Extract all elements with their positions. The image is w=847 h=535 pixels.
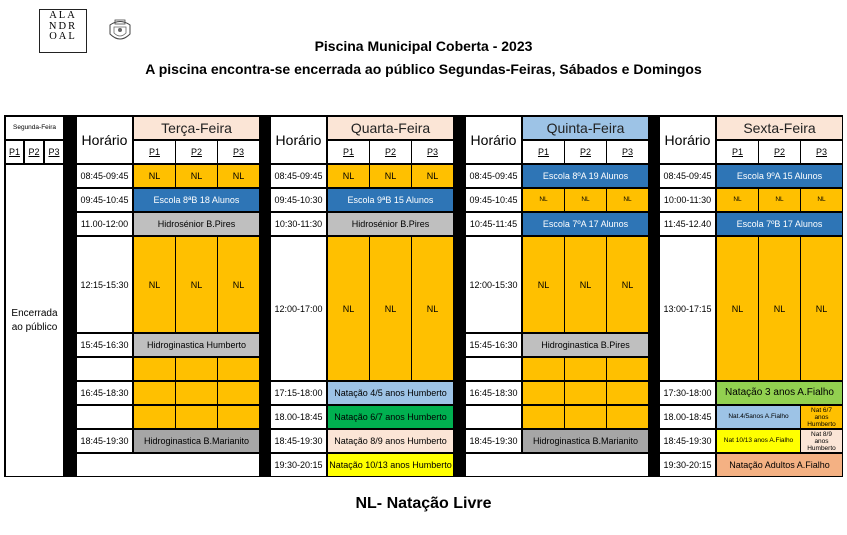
thursday-p2: P2 bbox=[565, 141, 606, 163]
friday-p2: P2 bbox=[759, 141, 800, 163]
tuesday-activity-school: Escola 8ªB 18 Alunos bbox=[134, 189, 259, 211]
thursday-orange-cell bbox=[565, 382, 606, 404]
wednesday-activity-natacao-8-9: Natação 8/9 anos Humberto bbox=[328, 430, 453, 452]
thursday-time-7: 18:45-19:30 bbox=[466, 430, 521, 452]
tuesday-time-5: 15:45-16:30 bbox=[77, 334, 132, 356]
tuesday-activity-hidroginastica-marianito: Hidroginastica B.Marianito bbox=[134, 430, 259, 452]
tuesday-orange-cell bbox=[134, 358, 175, 380]
wednesday-nl-p3: NL bbox=[412, 165, 453, 187]
tuesday-time-3: 11.00-12:00 bbox=[77, 213, 132, 235]
thursday-empty-slot bbox=[466, 358, 521, 380]
friday-nl-p3: NL bbox=[801, 189, 842, 211]
friday-time-3: 11:45-12.40 bbox=[660, 213, 715, 235]
thursday-empty-slot bbox=[466, 454, 648, 476]
wednesday-nl-p2: NL bbox=[370, 237, 411, 380]
friday-activity-nat-4-5: Nat.4/5anos A.Fialho bbox=[717, 406, 800, 428]
tuesday-activity-hidroginastica: Hidroginastica Humberto bbox=[134, 334, 259, 356]
legend-footer: NL- Natação Livre bbox=[355, 495, 492, 512]
tuesday-nl-p1: NL bbox=[134, 165, 175, 187]
thursday-nl-p2: NL bbox=[565, 189, 606, 211]
wednesday-activity-natacao-10-13: Natação 10/13 anos Humberto bbox=[328, 454, 453, 476]
tuesday-nl-p2: NL bbox=[176, 165, 217, 187]
thursday-orange-cell bbox=[523, 406, 564, 428]
logo-line: ALA bbox=[49, 10, 77, 21]
thursday-orange-cell bbox=[607, 358, 648, 380]
wednesday-time-3: 10:30-11:30 bbox=[271, 213, 326, 235]
tuesday-p1: P1 bbox=[134, 141, 175, 163]
wednesday-time-7: 18:45-19:30 bbox=[271, 430, 326, 452]
wednesday-activity-school: Escola 9ªB 15 Alunos bbox=[328, 189, 453, 211]
tuesday-empty-slot bbox=[77, 454, 259, 476]
tuesday-nl-p3: NL bbox=[218, 237, 259, 332]
friday-time-1: 08:45-09:45 bbox=[660, 165, 715, 187]
tuesday-orange-cell bbox=[176, 406, 217, 428]
page-title: Piscina Municipal Coberta - 2023 bbox=[314, 38, 533, 54]
logo-line: OAL bbox=[49, 31, 77, 42]
friday-header: Sexta-Feira bbox=[717, 117, 842, 139]
thursday-time-6: 16:45-18:30 bbox=[466, 382, 521, 404]
tuesday-orange-cell bbox=[176, 382, 217, 404]
tuesday-time-2: 09:45-10:45 bbox=[77, 189, 132, 211]
logo-line: NDR bbox=[48, 20, 78, 32]
thursday-p1: P1 bbox=[523, 141, 564, 163]
wednesday-p1: P1 bbox=[328, 141, 369, 163]
thursday-horario: Horário bbox=[466, 117, 521, 163]
wednesday-header: Quarta-Feira bbox=[328, 117, 453, 139]
tuesday-empty-slot bbox=[77, 358, 132, 380]
tuesday-orange-cell bbox=[134, 382, 175, 404]
thursday-orange-cell bbox=[565, 358, 606, 380]
monday-p3: P3 bbox=[45, 141, 63, 163]
thursday-orange-cell bbox=[565, 406, 606, 428]
thursday-nl-p1: NL bbox=[523, 189, 564, 211]
wednesday-p3: P3 bbox=[412, 141, 453, 163]
wednesday-time-4: 12:00-17:00 bbox=[271, 237, 326, 380]
thursday-time-1: 08:45-09:45 bbox=[466, 165, 521, 187]
thursday-orange-cell bbox=[607, 382, 648, 404]
wednesday-nl-p1: NL bbox=[328, 237, 369, 380]
friday-time-2: 10:00-11:30 bbox=[660, 189, 715, 211]
page-subtitle: A piscina encontra-se encerrada ao público Segundas-Feiras, Sábados e Domingos bbox=[145, 61, 702, 77]
friday-time-6: 18.00-18:45 bbox=[660, 406, 715, 428]
tuesday-time-4: 12:15-15:30 bbox=[77, 237, 132, 332]
tuesday-nl-p1: NL bbox=[134, 237, 175, 332]
friday-p3: P3 bbox=[801, 141, 842, 163]
wednesday-activity-natacao-4-5: Natação 4/5 anos Humberto bbox=[328, 382, 453, 404]
wednesday-nl-p2: NL bbox=[370, 165, 411, 187]
thursday-time-2: 09:45-10:45 bbox=[466, 189, 521, 211]
friday-time-4: 13:00-17:15 bbox=[660, 237, 715, 380]
thursday-activity-hidroginastica-marianito: Hidroginastica B.Marianito bbox=[523, 430, 648, 452]
wednesday-activity-natacao-6-7: Natação 6/7 anos Humberto bbox=[328, 406, 453, 428]
wednesday-time-8: 19:30-20:15 bbox=[271, 454, 326, 476]
tuesday-p2: P2 bbox=[176, 141, 217, 163]
tuesday-time-6: 16:45-18:30 bbox=[77, 382, 132, 404]
friday-activity-natacao-adultos: Natação Adultos A.Fialho bbox=[717, 454, 842, 476]
wednesday-nl-p3: NL bbox=[412, 237, 453, 380]
thursday-activity-school-8a: Escola 8ºA 19 Alunos bbox=[523, 165, 648, 187]
monday-header: Segunda-Feira bbox=[6, 117, 63, 139]
friday-activity-natacao-3: Natação 3 anos A.Fialho bbox=[717, 382, 842, 404]
wednesday-time-5: 17:15-18:00 bbox=[271, 382, 326, 404]
tuesday-activity-hidrosenior: Hidrosénior B.Pires bbox=[134, 213, 259, 235]
thursday-time-4: 12:00-15:30 bbox=[466, 237, 521, 332]
tuesday-empty-slot bbox=[77, 406, 132, 428]
thursday-time-3: 10:45-11:45 bbox=[466, 213, 521, 235]
friday-activity-nat-8-9: Nat 8/9 anos Humberto bbox=[801, 430, 842, 452]
wednesday-time-2: 09:45-10:30 bbox=[271, 189, 326, 211]
wednesday-time-6: 18.00-18:45 bbox=[271, 406, 326, 428]
wednesday-time-1: 08:45-09:45 bbox=[271, 165, 326, 187]
tuesday-orange-cell bbox=[176, 358, 217, 380]
thursday-orange-cell bbox=[607, 406, 648, 428]
friday-time-8: 19:30-20:15 bbox=[660, 454, 715, 476]
monday-p2: P2 bbox=[25, 141, 43, 163]
thursday-nl-p3: NL bbox=[607, 189, 648, 211]
wednesday-nl-p1: NL bbox=[328, 165, 369, 187]
thursday-orange-cell bbox=[523, 358, 564, 380]
tuesday-horario: Horário bbox=[77, 117, 132, 163]
thursday-activity-school-7a: Escola 7ºA 17 Alunos bbox=[523, 213, 648, 235]
thursday-time-5: 15:45-16:30 bbox=[466, 334, 521, 356]
tuesday-nl-p3: NL bbox=[218, 165, 259, 187]
thursday-empty-slot bbox=[466, 406, 521, 428]
thursday-nl-p3: NL bbox=[607, 237, 648, 332]
thursday-p3: P3 bbox=[607, 141, 648, 163]
friday-nl-p2: NL bbox=[759, 237, 800, 380]
schedule-table bbox=[4, 115, 843, 477]
friday-activity-nat-10-13: Nat 10/13 anos A.Fialho bbox=[717, 430, 800, 452]
friday-time-7: 18:45-19:30 bbox=[660, 430, 715, 452]
friday-nl-p3: NL bbox=[801, 237, 842, 380]
tuesday-time-1: 08:45-09:45 bbox=[77, 165, 132, 187]
monday-closed: Encerrada ao público bbox=[6, 165, 63, 476]
thursday-orange-cell bbox=[523, 382, 564, 404]
friday-activity-school-9a: Escola 9ºA 15 Alunos bbox=[717, 165, 842, 187]
friday-activity-nat-6-7: Nat 6/7 anos Humberto bbox=[801, 406, 842, 428]
tuesday-orange-cell bbox=[218, 382, 259, 404]
tuesday-orange-cell bbox=[218, 406, 259, 428]
thursday-header: Quinta-Feira bbox=[523, 117, 648, 139]
tuesday-time-7: 18:45-19:30 bbox=[77, 430, 132, 452]
thursday-nl-p1: NL bbox=[523, 237, 564, 332]
monday-p1: P1 bbox=[6, 141, 23, 163]
wednesday-p2: P2 bbox=[370, 141, 411, 163]
friday-horario: Horário bbox=[660, 117, 715, 163]
thursday-activity-hidroginastica: Hidroginastica B.Pires bbox=[523, 334, 648, 356]
tuesday-p3: P3 bbox=[218, 141, 259, 163]
thursday-nl-p2: NL bbox=[565, 237, 606, 332]
friday-time-5: 17:30-18:00 bbox=[660, 382, 715, 404]
friday-p1: P1 bbox=[717, 141, 758, 163]
wednesday-activity-hidrosenior: Hidrosénior B.Pires bbox=[328, 213, 453, 235]
tuesday-orange-cell bbox=[134, 406, 175, 428]
friday-nl-p2: NL bbox=[759, 189, 800, 211]
friday-activity-school-7b: Escola 7ºB 17 Alunos bbox=[717, 213, 842, 235]
friday-nl-p1: NL bbox=[717, 237, 758, 380]
friday-nl-p1: NL bbox=[717, 189, 758, 211]
wednesday-horario: Horário bbox=[271, 117, 326, 163]
tuesday-nl-p2: NL bbox=[176, 237, 217, 332]
tuesday-header: Terça-Feira bbox=[134, 117, 259, 139]
tuesday-orange-cell bbox=[218, 358, 259, 380]
